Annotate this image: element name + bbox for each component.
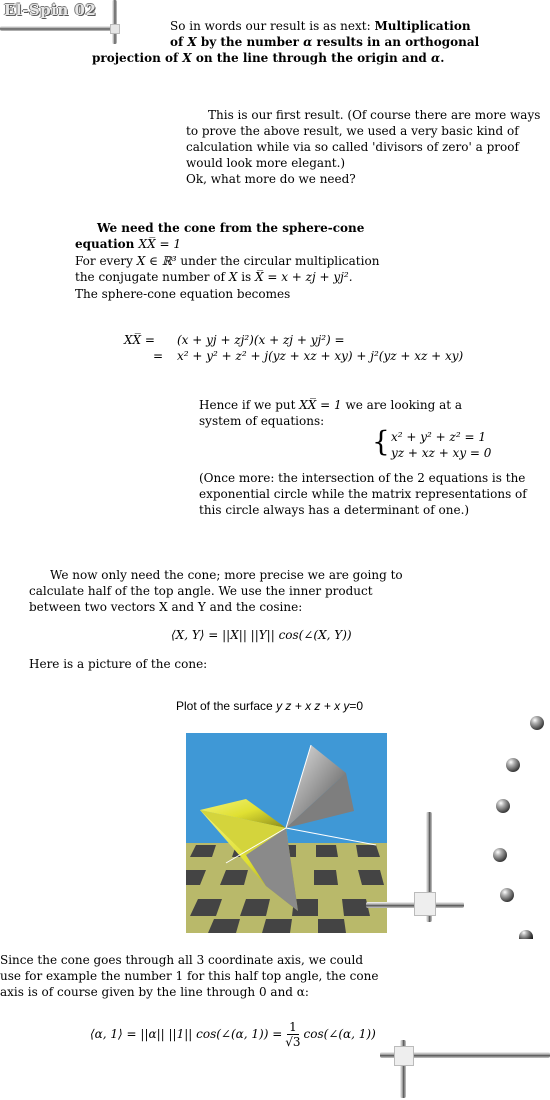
first-result-line-5: Ok, what more do we need?: [186, 172, 356, 186]
cone-intro-line-2: calculate half of the top angle. We use the inner product: [29, 584, 373, 598]
axis-formula: [90, 1016, 376, 1052]
system-note-3: this circle always has a determinant of one.): [199, 503, 470, 517]
cone-plot: [186, 733, 387, 933]
decor-ball: [519, 930, 533, 939]
math-fragment: X ∈ ℝ³: [136, 254, 177, 268]
cone-heading-2: [75, 236, 181, 252]
system-eq-2: yz + xz + xy = 0: [391, 446, 492, 460]
text-fragment: projection of: [92, 51, 183, 65]
text-fragment: by the number: [196, 35, 304, 49]
logo-joint: [110, 24, 120, 34]
decor-ball: [506, 758, 520, 772]
decor-ball: [500, 888, 514, 902]
result-bold: Multiplication: [374, 19, 471, 33]
decor-ball: [530, 716, 544, 730]
math-fragment: X̅ = x + zj + yj².: [255, 270, 353, 284]
text-fragment: Hence if we put: [199, 398, 300, 412]
decor-ball: [496, 799, 510, 813]
text-fragment: .: [440, 51, 445, 65]
result-line-1: [170, 18, 510, 34]
equation-row-2: x² + y² + z² + j(yz + xz + xy) + j²(yz + xz + xy): [177, 349, 464, 363]
decor-ball: [493, 848, 507, 862]
logo-bar-vertical: [112, 0, 117, 44]
text-fragment: we are looking at a: [341, 398, 463, 412]
logo: [0, 0, 112, 34]
footer-joint: [394, 1046, 414, 1066]
picture-caption: Here is a picture of the cone:: [29, 657, 208, 671]
axis-line-2: use for example the number 1 for this half top angle, the cone: [0, 969, 379, 983]
logo-bar-horizontal: [0, 26, 118, 31]
result-line-3: [92, 50, 512, 66]
inner-product-formula: ⟨X, Y⟩ = ||X|| ||Y|| cos(∠(X, Y)): [171, 628, 352, 642]
cone-intro-line-3: between two vectors X and Y and the cosine:: [29, 600, 303, 614]
fraction: [285, 1020, 300, 1049]
equation-equals: =: [153, 349, 164, 363]
figure-title-text: Plot of the surface: [176, 699, 277, 713]
figure-title-math: y z + x z + x y: [276, 699, 350, 713]
text-fragment: the conjugate number of: [75, 270, 229, 284]
math-x: X: [187, 35, 197, 49]
formula-part-b: cos(∠(α, 1)): [303, 1027, 376, 1041]
text-fragment: of: [170, 35, 188, 49]
conjugate-line-2: [75, 269, 353, 285]
fraction-denominator: √3: [285, 1034, 301, 1049]
first-result-line-4: would look more elegant.): [186, 156, 346, 170]
decor-joint: [414, 892, 436, 916]
result-text: So in words our result is as next:: [170, 19, 375, 33]
equation-row-1: (x + yj + zj²)(x + zj + yj²) =: [177, 333, 345, 347]
text-fragment: on the line through the origin and: [191, 51, 431, 65]
axis-line-3: axis is of course given by the line through 0 and α:: [0, 985, 309, 999]
text-fragment: results in an orthogonal: [312, 35, 480, 49]
axis-line-1: Since the cone goes through all 3 coordinate axis, we could: [0, 953, 363, 967]
system-brace: {: [372, 425, 390, 458]
heading-text: equation: [75, 237, 139, 251]
equation-lhs: XX̅ =: [124, 333, 155, 347]
logo-text: El-Spin 02: [4, 1, 97, 19]
figure-title: [176, 698, 416, 714]
figure-title-end: =0: [349, 699, 364, 713]
first-result-line-3: calculation while via so called 'divisors of zero' a proof: [186, 140, 519, 154]
math-fragment: XX̅ = 1: [299, 398, 342, 412]
cone-heading-1: We need the cone from the sphere-cone: [97, 221, 365, 235]
system-note-2: exponential circle while the matrix representations of: [199, 487, 527, 501]
fraction-numerator: 1: [289, 1019, 297, 1034]
system-intro-line-2: system of equations:: [199, 414, 325, 428]
heading-math: XX̅ = 1: [138, 237, 181, 251]
text-fragment: For every: [75, 254, 137, 268]
formula-part-a: ⟨α, 1⟩ = ||α|| ||1|| cos(∠(α, 1)) =: [90, 1027, 283, 1041]
conjugate-line-1: [75, 253, 379, 269]
math-alpha: α: [303, 35, 313, 49]
text-fragment: is: [237, 270, 255, 284]
system-eq-1: x² + y² + z² = 1: [391, 430, 486, 444]
text-fragment: under the circular multiplication: [176, 254, 380, 268]
result-line-2: [170, 34, 530, 50]
first-result-line-2: to prove the above result, we used a very basic kind of: [186, 124, 519, 138]
system-note-1: (Once more: the intersection of the 2 equations is the: [199, 471, 526, 485]
conjugate-line-3: The sphere-cone equation becomes: [75, 287, 291, 301]
first-result-line-1: This is our first result. (Of course there are more ways: [208, 108, 541, 122]
cone-intro-line-1: We now only need the cone; more precise we are going to: [50, 568, 403, 582]
math-alpha: α: [431, 51, 441, 65]
math-x: X: [228, 270, 238, 284]
system-intro-line-1: [199, 397, 462, 413]
math-x: X: [182, 51, 192, 65]
